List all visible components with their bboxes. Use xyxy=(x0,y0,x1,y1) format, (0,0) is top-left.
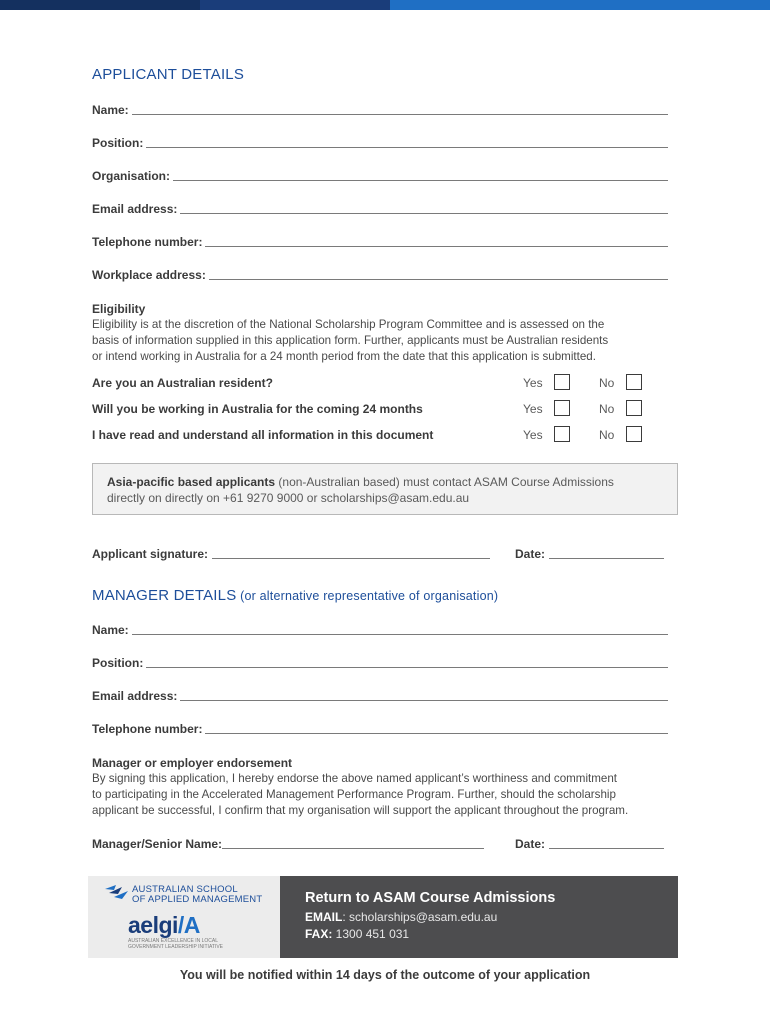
yes-checkbox[interactable] xyxy=(554,400,570,416)
asia-pacific-notice xyxy=(92,463,678,515)
manager-email-line[interactable] xyxy=(180,699,668,701)
applicant-date-field[interactable] xyxy=(515,545,664,561)
applicant-position-line[interactable] xyxy=(146,146,668,148)
eligibility-heading: Eligibility xyxy=(92,302,146,316)
manager-position-label: Position: xyxy=(92,656,144,670)
no-label: No xyxy=(599,376,615,390)
aelgi-logo-text: aelgi xyxy=(128,912,178,938)
manager-telephone-line[interactable] xyxy=(205,732,668,734)
manager-position-line[interactable] xyxy=(146,666,668,668)
manager-date-field[interactable] xyxy=(515,835,664,851)
return-title: Return to ASAM Course Admissions xyxy=(305,890,556,906)
eligibility-text xyxy=(92,317,682,365)
manager-email-field[interactable] xyxy=(92,687,668,703)
yes-label: Yes xyxy=(523,376,543,390)
eligibility-line: basis of information supplied in this application form. Further, applicants must be Australian residents xyxy=(92,334,609,347)
question-resident xyxy=(92,376,652,392)
yes-checkbox[interactable] xyxy=(554,374,570,390)
manager-details-title xyxy=(92,587,498,604)
applicant-telephone-label: Telephone number: xyxy=(92,235,203,249)
endorsement-line: applicant be successful, I confirm that my organisation will support the applicant throughout the program. xyxy=(92,804,629,817)
question-text: Are you an Australian resident? xyxy=(92,376,273,390)
aelgi-logo-mark: /A xyxy=(177,912,200,938)
applicant-details-title: APPLICANT DETAILS xyxy=(92,66,245,83)
no-label: No xyxy=(599,402,615,416)
manager-senior-name-label: Manager/Senior Name: xyxy=(92,837,223,851)
yes-label: Yes xyxy=(523,402,543,416)
aelgi-tagline: AUSTRALIAN EXCELLENCE IN LOCAL GOVERNMENT LEADERSHIP INITIATIVE xyxy=(128,938,224,950)
question-text: Will you be working in Australia for the coming 24 months xyxy=(92,402,423,416)
return-panel xyxy=(280,876,678,958)
manager-telephone-field[interactable] xyxy=(92,720,668,736)
asam-logo-line2: OF APPLIED MANAGEMENT xyxy=(132,894,263,905)
applicant-position-label: Position: xyxy=(92,136,144,150)
eligibility-line: Eligibility is at the discretion of the National Scholarship Program Committee and is assessed on the xyxy=(92,318,605,331)
notification-message: You will be notified within 14 days of the outcome of your application xyxy=(179,968,591,982)
no-checkbox[interactable] xyxy=(626,400,642,416)
manager-position-field[interactable] xyxy=(92,654,668,670)
eligibility-line: or intend working in Australia for a 24 month period from the date that this application is submitted. xyxy=(92,350,596,363)
fax-value: 1300 451 031 xyxy=(332,927,410,941)
manager-date-label: Date: xyxy=(515,837,546,851)
asam-bird-icon xyxy=(104,883,130,903)
manager-email-label: Email address: xyxy=(92,689,178,703)
manager-subtitle: (or alternative representative of organisation) xyxy=(236,589,499,603)
applicant-telephone-line[interactable] xyxy=(205,245,668,247)
notice-bold: Asia-pacific based applicants xyxy=(107,475,276,489)
applicant-email-line[interactable] xyxy=(180,212,668,214)
applicant-email-label: Email address: xyxy=(92,202,178,216)
manager-name-line[interactable] xyxy=(132,633,668,635)
applicant-workplace-line[interactable] xyxy=(209,278,668,280)
fax-label: FAX: xyxy=(305,927,333,941)
question-text: I have read and understand all information in this document xyxy=(92,428,434,442)
applicant-name-label: Name: xyxy=(92,103,129,117)
applicant-organisation-field[interactable] xyxy=(92,167,668,183)
applicant-name-field[interactable] xyxy=(92,101,668,117)
top-banner xyxy=(0,0,770,10)
endorsement-heading: Manager or employer endorsement xyxy=(92,756,293,770)
email-label: EMAIL xyxy=(305,910,343,924)
manager-name-field[interactable] xyxy=(92,621,668,637)
email-value[interactable]: : scholarships@asam.edu.au xyxy=(342,910,498,924)
manager-senior-name-field[interactable] xyxy=(92,835,484,851)
applicant-organisation-line[interactable] xyxy=(173,179,668,181)
applicant-email-field[interactable] xyxy=(92,200,668,216)
yes-label: Yes xyxy=(523,428,543,442)
applicant-telephone-field[interactable] xyxy=(92,233,668,249)
endorsement-line: to participating in the Accelerated Management Performance Program. Further, should the scholarship xyxy=(92,788,616,801)
manager-date-line[interactable] xyxy=(549,847,664,849)
question-working-24-months xyxy=(92,402,652,418)
applicant-organisation-label: Organisation: xyxy=(92,169,171,183)
applicant-workplace-field[interactable] xyxy=(92,266,668,282)
no-checkbox[interactable] xyxy=(626,426,642,442)
applicant-name-line[interactable] xyxy=(132,113,668,115)
manager-senior-name-line[interactable] xyxy=(222,847,484,849)
applicant-signature-line[interactable] xyxy=(212,557,490,559)
applicant-signature-field[interactable] xyxy=(92,545,490,561)
asam-logo-line1: AUSTRALIAN SCHOOL xyxy=(132,884,238,895)
asam-logo xyxy=(104,883,263,908)
applicant-workplace-label: Workplace address: xyxy=(92,268,206,282)
question-read-understand xyxy=(92,428,652,444)
notice-text-line2: directly on directly on +61 9270 9000 or scholarships@asam.edu.au xyxy=(107,491,470,505)
endorsement-line: By signing this application, I hereby endorse the above named applicant’s worthiness and commitment xyxy=(92,772,618,785)
manager-name-label: Name: xyxy=(92,623,129,637)
manager-telephone-label: Telephone number: xyxy=(92,722,203,736)
no-label: No xyxy=(599,428,615,442)
applicant-date-line[interactable] xyxy=(549,557,664,559)
return-email xyxy=(305,910,497,924)
applicant-date-label: Date: xyxy=(515,547,546,561)
endorsement-text xyxy=(92,771,682,819)
no-checkbox[interactable] xyxy=(626,374,642,390)
manager-title-text: MANAGER DETAILS xyxy=(92,587,237,604)
notice-text: (non-Australian based) must contact ASAM Course Admissions xyxy=(275,475,614,489)
return-fax xyxy=(305,927,409,941)
aelgi-logo xyxy=(128,912,200,939)
yes-checkbox[interactable] xyxy=(554,426,570,442)
applicant-position-field[interactable] xyxy=(92,134,668,150)
applicant-signature-label: Applicant signature: xyxy=(92,547,209,561)
